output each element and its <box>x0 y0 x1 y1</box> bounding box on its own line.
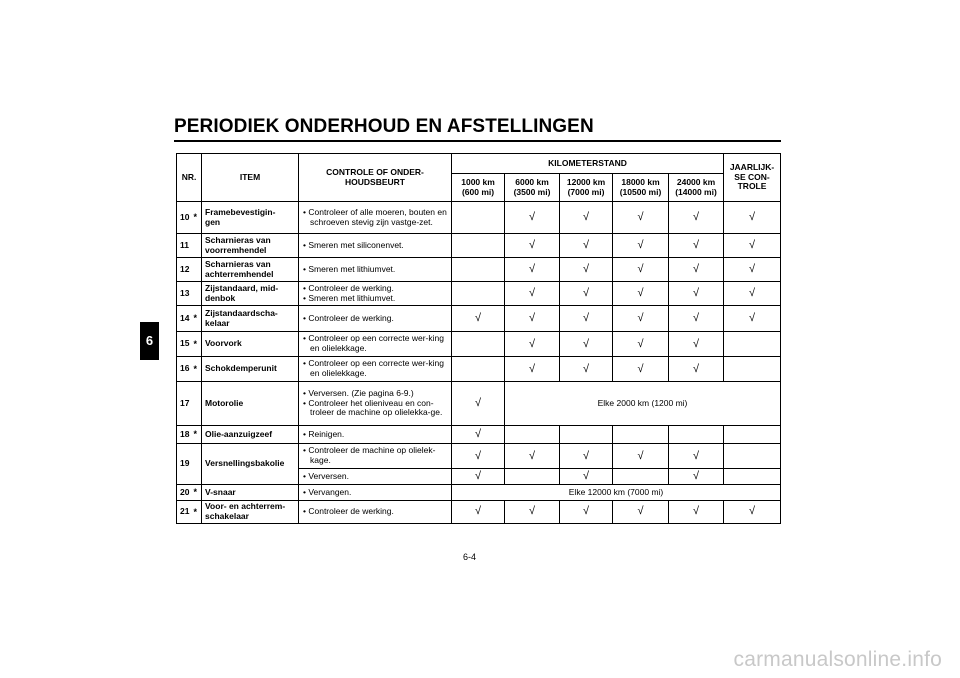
header-km-12000: 12000 km (7000 mi) <box>560 174 613 202</box>
empty-cell <box>724 444 781 469</box>
check-mark: √ <box>669 258 724 282</box>
control-cell <box>299 382 452 426</box>
header-km-6000: 6000 km (3500 mi) <box>505 174 560 202</box>
check-mark: √ <box>560 202 613 234</box>
watermark: carmanualsonline.info <box>733 648 942 671</box>
header-kilometerstand: KILOMETERSTAND <box>452 154 724 174</box>
control-bullet: • Verversen. <box>303 470 349 481</box>
empty-cell <box>613 469 669 485</box>
check-mark: √ <box>724 282 781 306</box>
item-name: Versnellingsbakolie <box>202 444 299 485</box>
check-mark: √ <box>505 332 560 357</box>
dealer-star: * <box>193 306 202 332</box>
check-mark: √ <box>505 444 560 469</box>
row-number: 14 <box>177 306 193 332</box>
check-mark: √ <box>613 332 669 357</box>
control-bullet: • Controleer of alle moeren, bouten en schroeven stevig zijn vastge-zet. <box>303 206 447 227</box>
check-mark: √ <box>669 306 724 332</box>
dealer-star: * <box>193 485 202 501</box>
check-mark: √ <box>505 258 560 282</box>
dealer-star: * <box>193 501 202 524</box>
check-mark: √ <box>724 306 781 332</box>
control-cell <box>299 258 452 282</box>
dealer-star <box>193 382 202 426</box>
row-number: 18 <box>177 426 193 444</box>
check-mark: √ <box>560 357 613 382</box>
check-mark: √ <box>613 202 669 234</box>
check-mark: √ <box>452 382 505 426</box>
chapter-tab: 6 <box>140 322 159 360</box>
check-mark: √ <box>669 202 724 234</box>
row-number: 13 <box>177 282 193 306</box>
dealer-star <box>193 282 202 306</box>
empty-cell <box>505 426 560 444</box>
check-mark: √ <box>669 282 724 306</box>
empty-cell <box>505 469 560 485</box>
row-number: 20 <box>177 485 193 501</box>
check-mark: √ <box>452 444 505 469</box>
control-cell <box>299 426 452 444</box>
control-bullet: • Smeren met lithiumvet. <box>303 263 396 274</box>
check-mark: √ <box>613 501 669 524</box>
row-number: 16 <box>177 357 193 382</box>
table-body <box>177 202 781 524</box>
empty-cell <box>452 282 505 306</box>
dealer-star: * <box>193 332 202 357</box>
check-mark: √ <box>560 332 613 357</box>
check-mark: √ <box>560 444 613 469</box>
table-row <box>177 485 781 501</box>
check-mark: √ <box>505 501 560 524</box>
item-name: Voorvork <box>202 332 299 357</box>
check-mark: √ <box>560 234 613 258</box>
empty-cell <box>724 332 781 357</box>
empty-cell <box>452 258 505 282</box>
header-km-24000: 24000 km (14000 mi) <box>669 174 724 202</box>
check-mark: √ <box>452 501 505 524</box>
check-mark: √ <box>505 202 560 234</box>
item-name: Olie-aanzuigzeef <box>202 426 299 444</box>
empty-cell <box>452 202 505 234</box>
check-mark: √ <box>613 357 669 382</box>
check-mark: √ <box>505 306 560 332</box>
row-number: 17 <box>177 382 193 426</box>
header-control: CONTROLE OF ONDER- HOUDSBEURT <box>299 154 452 202</box>
empty-cell <box>669 426 724 444</box>
control-bullet: • Controleer het olieniveau en con-troleer de machine op olielekka-ge. <box>303 397 443 418</box>
control-bullet: • Controleer de machine op olielek-kage. <box>303 445 436 465</box>
check-mark: √ <box>669 469 724 485</box>
item-name: Zijstandaardscha- kelaar <box>202 306 299 332</box>
check-mark: √ <box>613 258 669 282</box>
header-nr: NR. <box>177 154 202 202</box>
check-mark: √ <box>724 234 781 258</box>
table-row <box>177 501 781 524</box>
check-mark: √ <box>669 234 724 258</box>
control-bullet: • Controleer de werking. <box>303 282 394 293</box>
page-number: 6-4 <box>463 552 477 562</box>
control-cell <box>299 306 452 332</box>
check-mark: √ <box>452 426 505 444</box>
row-number: 15 <box>177 332 193 357</box>
dealer-star: * <box>193 357 202 382</box>
row-number: 21 <box>177 501 193 524</box>
empty-cell <box>724 426 781 444</box>
interval-note: Elke 2000 km (1200 mi) <box>505 382 781 426</box>
dealer-star <box>193 258 202 282</box>
table-row <box>177 444 781 469</box>
check-mark: √ <box>560 306 613 332</box>
table-row <box>177 234 781 258</box>
table-row <box>177 357 781 382</box>
control-bullet: • Controleer op een correcte wer-king en olielekkage. <box>303 358 444 378</box>
dealer-star: * <box>193 202 202 234</box>
control-bullet: • Controleer de werking. <box>303 505 394 516</box>
check-mark: √ <box>669 444 724 469</box>
row-number: 10 <box>177 202 193 234</box>
control-bullet: • Controleer de werking. <box>303 312 394 323</box>
control-cell <box>299 202 452 234</box>
item-name: Framebevestigin- gen <box>202 202 299 234</box>
check-mark: √ <box>669 357 724 382</box>
row-number: 12 <box>177 258 193 282</box>
check-mark: √ <box>669 332 724 357</box>
check-mark: √ <box>505 282 560 306</box>
check-mark: √ <box>560 501 613 524</box>
empty-cell <box>452 357 505 382</box>
control-bullet: • Smeren met lithiumvet. <box>303 292 396 303</box>
header-item: ITEM <box>202 154 299 202</box>
check-mark: √ <box>452 469 505 485</box>
table-row <box>177 382 781 426</box>
control-cell <box>299 282 452 306</box>
empty-cell <box>452 332 505 357</box>
check-mark: √ <box>505 357 560 382</box>
dealer-star: * <box>193 426 202 444</box>
empty-cell <box>560 426 613 444</box>
header-annual: JAARLIJK- SE CON- TROLE <box>724 154 781 202</box>
check-mark: √ <box>560 282 613 306</box>
check-mark: √ <box>613 282 669 306</box>
check-mark: √ <box>724 202 781 234</box>
table-row <box>177 202 781 234</box>
empty-cell <box>724 469 781 485</box>
table-row <box>177 332 781 357</box>
control-cell <box>299 501 452 524</box>
control-bullet: • Controleer op een correcte wer-king en olielekkage. <box>303 333 444 353</box>
item-name: Motorolie <box>202 382 299 426</box>
control-cell <box>299 332 452 357</box>
page-title: PERIODIEK ONDERHOUD EN AFSTELLINGEN <box>174 116 594 137</box>
check-mark: √ <box>724 501 781 524</box>
item-name: Scharnieras van achterremhendel <box>202 258 299 282</box>
control-cell <box>299 234 452 258</box>
table-row <box>177 282 781 306</box>
dealer-star <box>193 234 202 258</box>
check-mark: √ <box>452 306 505 332</box>
check-mark: √ <box>613 444 669 469</box>
table-row <box>177 306 781 332</box>
row-number: 19 <box>177 444 193 485</box>
item-name: Schokdemperunit <box>202 357 299 382</box>
control-bullet: • Vervangen. <box>303 486 352 497</box>
empty-cell <box>613 426 669 444</box>
check-mark: √ <box>613 234 669 258</box>
item-name: Scharnieras van voorremhendel <box>202 234 299 258</box>
interval-note: Elke 12000 km (7000 mi) <box>452 485 781 501</box>
check-mark: √ <box>669 501 724 524</box>
control-bullet: • Verversen. (Zie pagina 6-9.) <box>303 387 414 398</box>
check-mark: √ <box>505 234 560 258</box>
table-header <box>177 154 781 202</box>
table-row <box>177 426 781 444</box>
control-bullet: • Smeren met siliconenvet. <box>303 239 404 250</box>
check-mark: √ <box>560 258 613 282</box>
header-km-18000: 18000 km (10500 mi) <box>613 174 669 202</box>
check-mark: √ <box>724 258 781 282</box>
row-number: 11 <box>177 234 193 258</box>
title-rule <box>174 140 781 142</box>
check-mark: √ <box>560 469 613 485</box>
control-cell <box>299 469 452 485</box>
control-bullet: • Reinigen. <box>303 428 345 439</box>
control-cell <box>299 444 452 469</box>
maintenance-table <box>176 153 781 524</box>
control-cell <box>299 357 452 382</box>
item-name: Voor- en achterrem- schakelaar <box>202 501 299 524</box>
empty-cell <box>452 234 505 258</box>
check-mark: √ <box>613 306 669 332</box>
item-name: Zijstandaard, mid- denbok <box>202 282 299 306</box>
header-km-1000: 1000 km (600 mi) <box>452 174 505 202</box>
table-row <box>177 258 781 282</box>
item-name: V-snaar <box>202 485 299 501</box>
empty-cell <box>724 357 781 382</box>
control-cell <box>299 485 452 501</box>
dealer-star <box>193 444 202 485</box>
